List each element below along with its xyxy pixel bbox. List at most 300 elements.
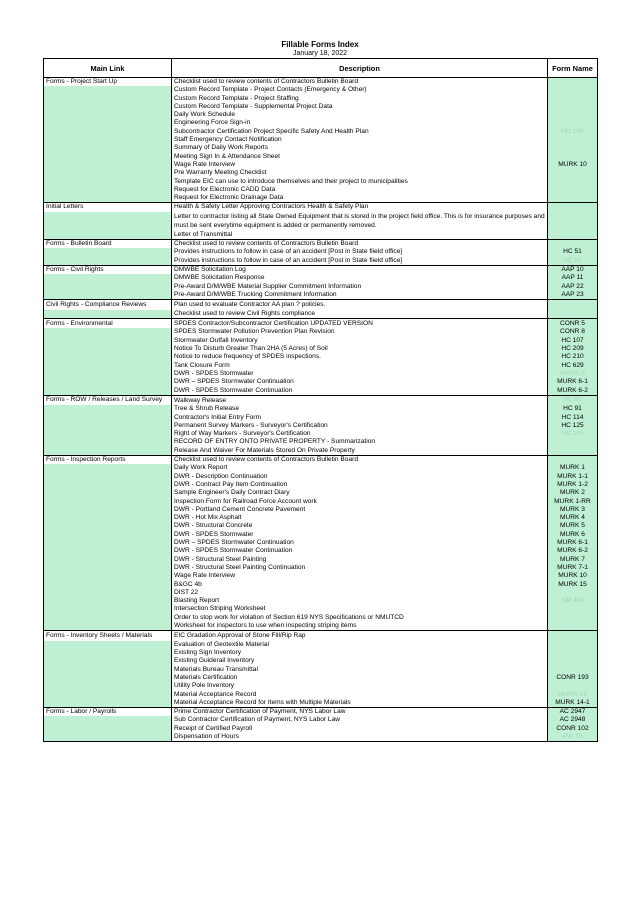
main-link-cell (44, 691, 172, 699)
main-link-cell[interactable]: Forms - Labor / Payrolls (44, 708, 172, 717)
form-name-cell[interactable]: HC 126 (548, 430, 598, 438)
main-link-cell[interactable]: Forms - Project Start Up (44, 78, 172, 87)
form-name-cell[interactable]: MURK 4 (548, 514, 598, 522)
description-cell[interactable]: Worksheet for inspectors to use when inspecting striping items (172, 622, 548, 631)
description-cell[interactable]: Dispensation of Hours (172, 733, 548, 742)
form-name-cell[interactable]: MURK 6-2 (548, 387, 598, 396)
table-row (44, 564, 598, 572)
form-name-cell[interactable]: AAP 11 (548, 274, 598, 282)
main-link-cell (44, 119, 172, 127)
form-name-cell[interactable]: MURK 6-1 (548, 539, 598, 547)
description-cell[interactable]: Staff Emergency Contact Notification (172, 136, 548, 144)
main-link-cell (44, 430, 172, 438)
form-name-cell (548, 178, 598, 186)
table-row (44, 169, 598, 177)
description-cell[interactable]: Order to stop work for violation of Section 619 NYS Specifications or NMUTCD (172, 614, 548, 622)
main-link-cell (44, 178, 172, 186)
table-row (44, 631, 598, 641)
main-link-cell[interactable]: Forms - Inventory Sheets / Materials (44, 631, 172, 641)
table-row (44, 498, 598, 506)
table-row (44, 489, 598, 497)
form-name-cell[interactable]: MURK 1-RR (548, 498, 598, 506)
form-name-cell[interactable]: CONR 5 (548, 318, 598, 328)
description-cell[interactable]: Permanent Survey Markers - Surveyor's Certification (172, 422, 548, 430)
description-cell[interactable]: DWR - Structural Steel Painting Continuation (172, 564, 548, 572)
table-row (44, 136, 598, 144)
main-link-cell (44, 438, 172, 446)
form-name-cell[interactable]: HC 107 (548, 337, 598, 345)
main-link-cell (44, 362, 172, 370)
form-name-cell[interactable]: HC 114 (548, 414, 598, 422)
main-link-cell (44, 283, 172, 291)
description-cell[interactable]: Tank Closure Form (172, 362, 548, 370)
main-link-cell (44, 169, 172, 177)
form-name-cell[interactable]: MURK 10 (548, 161, 598, 169)
main-link-cell (44, 733, 172, 742)
description-cell[interactable]: Daily Work Schedule (172, 111, 548, 119)
description-cell[interactable]: Stormwater Outfall Inventory (172, 337, 548, 345)
form-name-cell (548, 95, 598, 103)
form-name-cell (548, 169, 598, 177)
main-link-cell (44, 310, 172, 319)
main-link-cell (44, 231, 172, 240)
table-row (44, 733, 598, 742)
description-cell[interactable]: B&GC 4b (172, 581, 548, 589)
table-row (44, 589, 598, 597)
main-link-cell (44, 622, 172, 631)
form-name-cell (548, 153, 598, 161)
description-cell[interactable]: EIC Gradation Approval of Stone Fill/Rip Rap (172, 631, 548, 641)
description-cell[interactable]: Contractor's Initial Entry Form (172, 414, 548, 422)
main-link-cell[interactable]: Forms - Civil Rights (44, 265, 172, 274)
main-link-cell (44, 422, 172, 430)
main-link-cell (44, 539, 172, 547)
form-name-cell (548, 300, 598, 310)
main-link-cell (44, 674, 172, 682)
table-row (44, 328, 598, 336)
main-link-cell (44, 353, 172, 361)
main-link-cell (44, 522, 172, 530)
table-row (44, 111, 598, 119)
description-cell[interactable]: SPDES Stormwater Pollution Prevention Plan Revision (172, 328, 548, 336)
form-name-cell[interactable]: MURK 7 (548, 556, 598, 564)
description-cell[interactable]: Summary of Daily Work Reports (172, 144, 548, 152)
main-link-cell (44, 257, 172, 266)
form-name-cell (548, 605, 598, 613)
table-row (44, 464, 598, 472)
form-name-cell (548, 641, 598, 649)
main-link-cell (44, 649, 172, 657)
form-name-cell[interactable]: MURK 7-1 (548, 564, 598, 572)
main-link-cell (44, 556, 172, 564)
document-title: Fillable Forms Index (281, 40, 359, 49)
table-row (44, 481, 598, 489)
table-row (44, 438, 598, 446)
table-row (44, 103, 598, 111)
description-cell[interactable]: Sample Engineer's Daily Contract Diary (172, 489, 548, 497)
description-cell[interactable]: Template EIC can use to introduce themselves and their project to municipalities (172, 178, 548, 186)
form-name-cell[interactable]: HC 52 (548, 257, 598, 266)
main-link-cell (44, 86, 172, 94)
description-cell[interactable]: Notice to reduce frequency of SPDES inspections. (172, 353, 548, 361)
description-cell[interactable]: DWR – SPDES Stormwater Continuation (172, 539, 548, 547)
form-name-cell[interactable]: AC 2947 (548, 708, 598, 717)
form-name-cell[interactable]: CONR 102 (548, 725, 598, 733)
main-link-cell (44, 111, 172, 119)
table-row (44, 395, 598, 405)
description-cell[interactable]: Material Acceptance Record for Items with Multiple Materials (172, 699, 548, 708)
form-name-cell (548, 240, 598, 249)
main-link-cell (44, 447, 172, 456)
form-name-cell (548, 447, 598, 456)
form-name-cell (548, 456, 598, 465)
description-cell[interactable]: Meeting Sign In & Attendance Sheet (172, 153, 548, 161)
table-row (44, 274, 598, 282)
form-name-cell[interactable]: MURK 14-1 (548, 699, 598, 708)
table-row (44, 725, 598, 733)
description-cell[interactable]: Custom Record Template - Project Contacts (Emergency & Other) (172, 86, 548, 94)
table-row (44, 95, 598, 103)
form-name-cell[interactable]: MURK 1-1 (548, 473, 598, 481)
main-link-cell (44, 666, 172, 674)
form-name-cell[interactable]: MURK 14 (548, 691, 598, 699)
description-cell[interactable]: DWR - Hot Mix Asphalt (172, 514, 548, 522)
main-link-cell (44, 498, 172, 506)
main-link-cell (44, 481, 172, 489)
form-name-cell (548, 614, 598, 622)
main-link-cell (44, 128, 172, 136)
description-cell[interactable]: Plan used to evaluate Contractor AA plan ? policies. (172, 300, 548, 310)
table-row (44, 203, 598, 212)
form-name-cell (548, 111, 598, 119)
form-name-cell (548, 194, 598, 203)
description-cell[interactable]: Pre Warranty Meeting Checklist (172, 169, 548, 177)
form-name-cell[interactable]: HC 125 (548, 422, 598, 430)
table-row (44, 265, 598, 274)
main-link-cell[interactable]: Civil Rights - Compliance Reviews (44, 300, 172, 310)
table-row (44, 682, 598, 690)
table-row (44, 186, 598, 194)
description-cell[interactable]: Inspection Form for Railroad Force Account work (172, 498, 548, 506)
description-cell[interactable]: Material Acceptance Record (172, 691, 548, 699)
main-link-cell (44, 682, 172, 690)
form-name-cell (548, 310, 598, 319)
description-cell[interactable]: DWR - Portland Cement Concrete Pavement (172, 506, 548, 514)
form-name-cell[interactable]: AC 2948 (548, 716, 598, 724)
form-name-cell[interactable]: CONR 8 (548, 328, 598, 336)
table-row (44, 86, 598, 94)
description-cell[interactable]: Right of Way Markers - Surveyor's Certification (172, 430, 548, 438)
description-cell[interactable]: Checklist used to review contents of Contractors Bulletin Board (172, 78, 548, 87)
form-name-cell[interactable]: AAP 22 (548, 283, 598, 291)
description-cell[interactable]: DIST 22 (172, 589, 548, 597)
main-link-cell (44, 589, 172, 597)
main-link-cell (44, 378, 172, 386)
description-cell[interactable]: DWR – SPDES Stormwater Continuation (172, 378, 548, 386)
description-cell[interactable]: DWR - Description Continuation (172, 473, 548, 481)
main-link-cell[interactable]: Forms - Inspection Reports (44, 456, 172, 465)
table-row (44, 649, 598, 657)
description-cell[interactable]: Sub Contractor Certification of Payment, NYS Labor Law (172, 716, 548, 724)
description-cell[interactable]: Pre-Award D/M/WBE Material Supplier Commitment Information (172, 283, 548, 291)
description-cell[interactable]: RECORD OF ENTRY ONTO PRIVATE PROPERTY - Summarization (172, 438, 548, 446)
description-cell[interactable]: Subcontractor Certification Project Specific Safety And Health Plan (172, 128, 548, 136)
form-name-cell[interactable]: MURK 15 (548, 581, 598, 589)
form-name-cell (548, 136, 598, 144)
description-cell[interactable]: Prime Contractor Certification of Payment, NYS Labor Law (172, 708, 548, 717)
description-cell[interactable]: Notice To Disturb Greater Than 2HA (5 Acres) of Soil (172, 345, 548, 353)
form-name-cell[interactable]: MURK 10 (548, 572, 598, 580)
form-name-cell[interactable]: MURK 5 (548, 522, 598, 530)
description-cell[interactable]: DWR - SPDES Stormwater Continuation (172, 547, 548, 555)
table-row (44, 699, 598, 708)
table-row (44, 119, 598, 127)
table-row (44, 240, 598, 249)
description-cell[interactable]: DWR - Contract Pay Item Continuation (172, 481, 548, 489)
description-cell[interactable]: SPDES Contractor/Subcontractor Certification UPDATED VERSION (172, 318, 548, 328)
form-name-cell[interactable]: CONR 193 (548, 674, 598, 682)
form-name-cell[interactable]: HC 108 (548, 128, 598, 136)
main-link-cell (44, 581, 172, 589)
form-name-cell (548, 649, 598, 657)
form-name-cell (548, 666, 598, 674)
table-row (44, 581, 598, 589)
description-cell[interactable]: DMWBE Solicitation Response (172, 274, 548, 282)
form-name-cell[interactable]: MURK 6-2 (548, 547, 598, 555)
table-row (44, 716, 598, 724)
table-row (44, 283, 598, 291)
table-row (44, 691, 598, 699)
main-link-cell (44, 699, 172, 708)
main-link-cell (44, 572, 172, 580)
main-link-cell (44, 464, 172, 472)
description-cell[interactable]: Receipt of Certified Payroll (172, 725, 548, 733)
description-cell[interactable]: Release And Waiver For Materials Stored On Private Property (172, 447, 548, 456)
form-name-cell[interactable]: MURK 3 (548, 506, 598, 514)
form-name-cell[interactable]: MURK 6-1 (548, 378, 598, 386)
form-name-cell (548, 589, 598, 597)
table-row (44, 605, 598, 613)
main-link-cell (44, 405, 172, 413)
table-row (44, 405, 598, 413)
main-link-cell (44, 387, 172, 396)
description-cell[interactable]: Walkway Release (172, 395, 548, 405)
form-name-cell[interactable]: MURK 1 (548, 464, 598, 472)
table-row (44, 414, 598, 422)
description-cell[interactable]: Pre-Award D/M/WBE Trucking Commitment Information (172, 291, 548, 300)
table-row (44, 318, 598, 328)
description-cell[interactable]: Wage Rate Interview (172, 572, 548, 580)
description-cell[interactable]: Engineering Force Sign-in (172, 119, 548, 127)
main-link-cell (44, 641, 172, 649)
table-header-row (44, 59, 598, 78)
main-link-cell (44, 291, 172, 300)
table-body (44, 78, 598, 742)
form-name-cell (548, 657, 598, 665)
form-name-cell (548, 212, 598, 231)
table-row (44, 556, 598, 564)
description-cell[interactable]: Materials Certification (172, 674, 548, 682)
table-row (44, 572, 598, 580)
form-name-cell[interactable]: HC 51 (548, 248, 598, 256)
description-cell[interactable]: Blasting Report (172, 597, 548, 605)
table-row (44, 291, 598, 300)
form-name-cell[interactable]: SM 469 (548, 597, 598, 605)
table-row (44, 212, 598, 231)
description-cell[interactable]: Letter to contractor listing all State Owned Equipment that is stored in the project field office. This is for insurance purposes and must be sent everytime equipment is added or permanently removed. (172, 212, 548, 231)
table-row (44, 430, 598, 438)
forms-index-table (43, 58, 598, 742)
form-name-cell (548, 78, 598, 87)
form-name-cell[interactable]: MURK 6 (548, 531, 598, 539)
description-cell[interactable]: DWR - Structural Concrete (172, 522, 548, 530)
description-cell[interactable]: Custom Record Template - Project Staffing (172, 95, 548, 103)
main-link-cell (44, 716, 172, 724)
table-row (44, 422, 598, 430)
form-name-cell[interactable]: MURK 1-2 (548, 481, 598, 489)
description-cell[interactable]: Provides instructions to follow in case of an accident [Post in State fiield office] (172, 257, 548, 266)
table-row (44, 506, 598, 514)
form-name-cell (548, 682, 598, 690)
description-cell[interactable]: Provides instructions to follow in case of an accident [Post in State fiield office] (172, 248, 548, 256)
table-row (44, 194, 598, 203)
form-name-cell[interactable]: HC 90 (548, 395, 598, 405)
description-cell[interactable]: Materials Bureau Transmittal (172, 666, 548, 674)
table-row (44, 539, 598, 547)
form-name-cell (548, 86, 598, 94)
table-row (44, 231, 598, 240)
form-name-cell (548, 438, 598, 446)
description-cell[interactable]: Health & Safety Letter Approving Contractors Health & Safety Plan (172, 203, 548, 212)
table-row (44, 657, 598, 665)
table-row (44, 144, 598, 152)
main-link-cell[interactable]: Forms - Bulletin Board (44, 240, 172, 249)
table-row (44, 597, 598, 605)
form-name-cell[interactable]: HC 210 (548, 353, 598, 361)
description-cell[interactable]: DWR - SPDES Stormwater (172, 531, 548, 539)
table-row (44, 128, 598, 136)
description-cell[interactable]: DWR - Structural Steel Painting (172, 556, 548, 564)
main-link-cell[interactable]: Forms - Environmental (44, 318, 172, 328)
main-link-cell (44, 605, 172, 613)
description-cell[interactable]: Existing Guiderail Inventory (172, 657, 548, 665)
description-cell[interactable]: Checklist used to review Civil Rights compliance (172, 310, 548, 319)
description-cell[interactable]: Custom Record Template - Supplemental Project Data (172, 103, 548, 111)
table-row (44, 353, 598, 361)
main-link-cell (44, 531, 172, 539)
description-cell[interactable]: Utility Pole Inventory (172, 682, 548, 690)
main-link-cell (44, 657, 172, 665)
table-row (44, 473, 598, 481)
table-row (44, 337, 598, 345)
main-link-cell (44, 186, 172, 194)
form-name-cell[interactable]: AAP 23 (548, 291, 598, 300)
description-cell[interactable]: DWR - SPDES Stormwater (172, 370, 548, 378)
table-row (44, 456, 598, 465)
table-row (44, 362, 598, 370)
table-row (44, 370, 598, 378)
main-link-cell (44, 328, 172, 336)
main-link-cell (44, 194, 172, 203)
form-name-cell[interactable]: MURK 2 (548, 489, 598, 497)
description-cell[interactable]: Request for Electronic Drainage Data (172, 194, 548, 203)
description-cell[interactable]: Intersection Striping Worksheet (172, 605, 548, 613)
main-link-cell (44, 414, 172, 422)
main-link-cell (44, 597, 172, 605)
description-cell[interactable]: Letter of Transmittal (172, 231, 548, 240)
main-link-cell (44, 370, 172, 378)
table-row (44, 641, 598, 649)
form-name-cell[interactable]: PW 30 (548, 733, 598, 742)
main-link-cell[interactable]: Initial Letters (44, 203, 172, 212)
column-header-main-link: Main Link (44, 59, 172, 78)
main-link-cell (44, 95, 172, 103)
form-name-cell[interactable]: HC 91 (548, 405, 598, 413)
table-row (44, 674, 598, 682)
main-link-cell (44, 547, 172, 555)
table-row (44, 248, 598, 256)
main-link-cell (44, 337, 172, 345)
form-name-cell (548, 622, 598, 631)
description-cell[interactable]: Tree & Shrub Release (172, 405, 548, 413)
main-link-cell (44, 212, 172, 231)
description-cell[interactable]: Wage Rate Interview (172, 161, 548, 169)
main-link-cell (44, 144, 172, 152)
description-cell[interactable]: Checklist used to review contents of Contractors Bulletin Board (172, 240, 548, 249)
column-header-description: Description (172, 59, 548, 78)
table-row (44, 531, 598, 539)
table-row (44, 310, 598, 319)
description-cell[interactable]: Daily Work Report (172, 464, 548, 472)
table-row (44, 514, 598, 522)
table-row (44, 547, 598, 555)
description-cell[interactable]: Request for Electronic CADD Data (172, 186, 548, 194)
form-name-cell[interactable]: MURK 6 (548, 370, 598, 378)
description-cell[interactable]: Checklist used to review contents of Contractors Bulletin Board (172, 456, 548, 465)
main-link-cell (44, 103, 172, 111)
table-row (44, 300, 598, 310)
form-name-cell (548, 186, 598, 194)
form-name-cell[interactable]: HC 209 (548, 345, 598, 353)
main-link-cell (44, 614, 172, 622)
form-name-cell (548, 119, 598, 127)
table-row (44, 708, 598, 717)
main-link-cell (44, 345, 172, 353)
table-row (44, 178, 598, 186)
description-cell[interactable]: Evaluation of Geotextile Material (172, 641, 548, 649)
table-row (44, 447, 598, 456)
form-name-cell[interactable]: HC 629 (548, 362, 598, 370)
description-cell[interactable]: DWR - SPDES Stormwater Continuation (172, 387, 548, 396)
main-link-cell (44, 514, 172, 522)
main-link-cell (44, 161, 172, 169)
main-link-cell (44, 274, 172, 282)
form-name-cell[interactable]: AAP 10 (548, 265, 598, 274)
table-row (44, 522, 598, 530)
description-cell[interactable]: Existing Sign Inventory (172, 649, 548, 657)
form-name-cell (548, 203, 598, 212)
main-link-cell (44, 248, 172, 256)
table-row (44, 387, 598, 396)
main-link-cell (44, 473, 172, 481)
document-date: January 18, 2022 (292, 50, 348, 57)
form-name-cell (548, 103, 598, 111)
form-name-cell (548, 144, 598, 152)
main-link-cell (44, 153, 172, 161)
column-header-form-name: Form Name (548, 59, 598, 78)
main-link-cell[interactable]: Forms - ROW / Releases / Land Survey (44, 395, 172, 405)
description-cell[interactable]: DMWBE Solicitation Log (172, 265, 548, 274)
